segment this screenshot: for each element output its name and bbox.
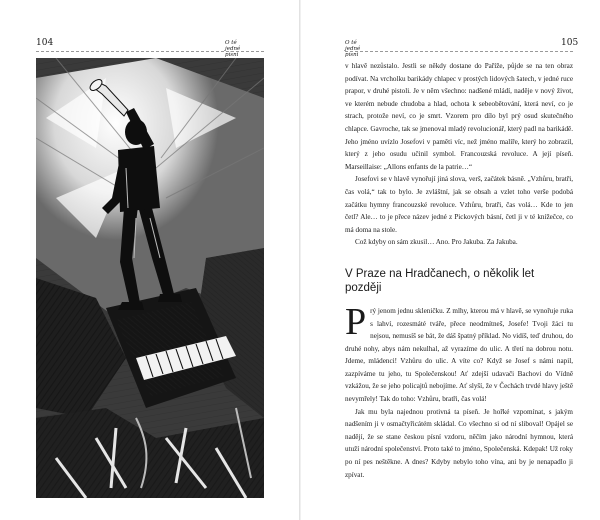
body-paragraph-text: rý jenom jednu skleničku. Z mlhy, kterou má v hlavě, se vynořuje ruka s lahví, rozesmáté tváře, přece neodmítneš, Josefe! Tvoji žáci tu nejsou, nemusíš se bát, že dáš špatný příklad. No vidíš, teď druhou, do druhé nohy, abys nám nekulhal, až vyrazíme do ulic. A třetí na dobrou notu. Jdeme, mládenci! Vzhůru do ulic. A víte co? Když se Josef s námi napil, zazpíváme tu jeho, tu Společenskou! Ať zdejší udavači Bachovi do Vídně vzkážou, že se jeho policajtů nebojíme. Ať slyší, že v Čechách trvdé hlavy ještě nevymřely! Tak do toho: Vzhůru, bratři, čas volá! xyxy=(345,306,573,404)
body-text xyxy=(345,60,573,481)
left-header-rule xyxy=(36,51,264,52)
section-title: V Praze na Hradčanech, o několik let později xyxy=(345,267,535,294)
body-paragraph: Což kdyby on sám zkusil… Ano. Pro Jakuba. Za Jakuba. xyxy=(355,238,518,247)
right-running-header: O té jedné písni xyxy=(345,40,361,58)
body-paragraph: Jak mu byla najednou protivná ta píseň. Je hořké vzpomínat, s jakým nadšením ji v osmačtyřicátém skládal. Co všechno si od ní sliboval! Opájel se nadějí, že se stane českou písní vzdoru, něčím jako národní hymnou, která utuží národní společenství. Proto také to jméno, Společenská. Kdepak! Už roky po ní pes neštěkne. A dnes? Kdyby nebylo toho vína, ani by je nenapadlo ji zpívat. xyxy=(345,407,573,479)
left-page xyxy=(0,0,299,520)
body-paragraph: Josefovi se v hlavě vynořují jiná slova, verš, začátek básně. „Vzhůru, bratři, čas volá,“ tak to bylo. Je zvláštní, jak se obsah a vzlet toho verše podobá začátku hymny francouzské revoluce. Vzhůru, bratři, čas volá… Kde to jen četl? Ale… to je přece název jedné z Pickových básní, četl ji v té knížečce, co má doma na stole. xyxy=(345,175,573,234)
left-running-header: O té jedné písni xyxy=(225,40,241,58)
body-paragraph: v hlavě nezůstalo. Jestli se někdy dostane do Paříže, půjde se na ten obraz podívat. Na vrcholku barikády chlapec v prostých lidových šatech, v jedné ruce prapor, v druhé pistoli. Je v něm všechno: nadšené mládí, naděje v nový život, ve kterém nebude chudoba a hlad, ochota k sebeobětování, která neví, co je strach, protože neví, co je smrt. Vzorem pro dílo byl prý osud skutečného chlapce. Gavroche, tak se jmenoval mladý revolucionář, který padl na barikádě. Jeho jméno uvízlo Josefovi v paměti víc, než jméno malíře, který ho zobrazil, který z jeho osudu učinil symbol. Francouzská revoluce. A její píseň. Marseillaise: „Allons enfants de la patrie…“ xyxy=(345,62,574,171)
right-page-number: 105 xyxy=(561,38,579,48)
right-header-rule xyxy=(345,51,573,52)
linocut-illustration xyxy=(36,58,264,498)
right-page xyxy=(301,0,600,520)
left-page-number: 104 xyxy=(36,38,54,48)
drop-cap: P xyxy=(345,300,367,343)
body-paragraph xyxy=(345,300,573,406)
